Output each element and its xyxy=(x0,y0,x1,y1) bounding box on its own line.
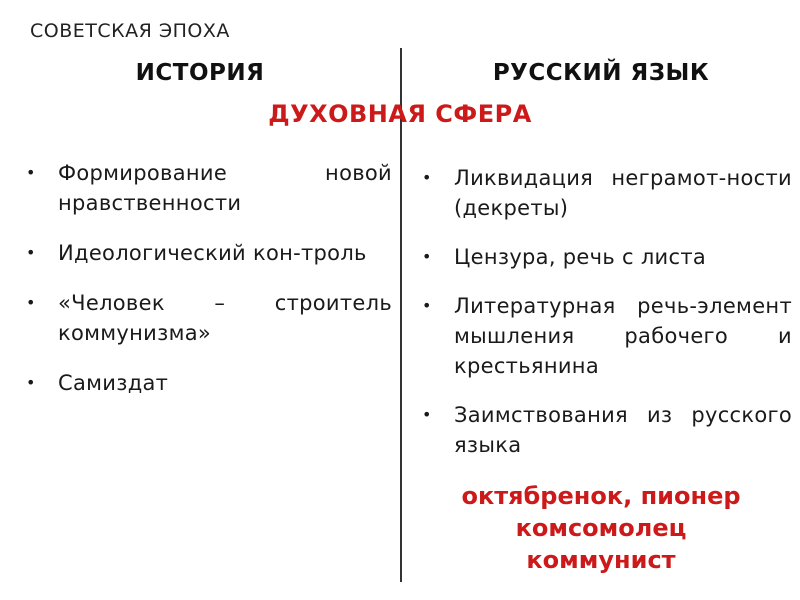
bullet-icon: • xyxy=(422,247,432,266)
list-item-text: Ликвидация неграмот-ности (декреты) xyxy=(454,166,792,220)
final-line: октябренок, пионер xyxy=(461,482,741,510)
bullet-icon: • xyxy=(26,163,36,182)
list-item xyxy=(24,158,392,218)
final-line: комсомолец xyxy=(515,514,687,542)
list-item xyxy=(420,163,792,223)
list-item-text: «Человек – строитель коммунизма» xyxy=(58,291,392,345)
bullet-icon: • xyxy=(26,293,36,312)
bullet-icon: • xyxy=(422,296,432,315)
list-item-text: Литературная речь-элемент мышления рабочего и крестьянина xyxy=(454,294,792,378)
list-item-text: Идеологический кон-троль xyxy=(58,241,367,265)
final-line: коммунист xyxy=(526,546,676,574)
list-item-text: Цензура, речь с листа xyxy=(454,245,707,269)
list-item xyxy=(24,288,392,348)
list-item xyxy=(420,400,792,460)
bullet-icon: • xyxy=(26,373,36,392)
soviet-youth-stages xyxy=(402,480,800,576)
spiritual-sphere-heading: ДУХОВНАЯ СФЕРА xyxy=(268,100,532,128)
list-item xyxy=(24,368,392,398)
history-list xyxy=(24,158,392,418)
era-label: СОВЕТСКАЯ ЭПОХА xyxy=(30,20,230,42)
list-item-text: Самиздат xyxy=(58,371,169,395)
russian-language-list xyxy=(420,163,792,479)
list-item xyxy=(420,242,792,272)
bullet-icon: • xyxy=(26,243,36,262)
list-item xyxy=(420,291,792,381)
russian-language-heading: РУССКИЙ ЯЗЫК xyxy=(492,60,710,86)
list-item-text: Формирование новой нравственности xyxy=(58,161,392,215)
bullet-icon: • xyxy=(422,168,432,187)
list-item-text: Заимствования из русского языка xyxy=(454,403,792,457)
history-heading: ИСТОРИЯ xyxy=(135,60,265,86)
list-item xyxy=(24,238,392,268)
bullet-icon: • xyxy=(422,405,432,424)
